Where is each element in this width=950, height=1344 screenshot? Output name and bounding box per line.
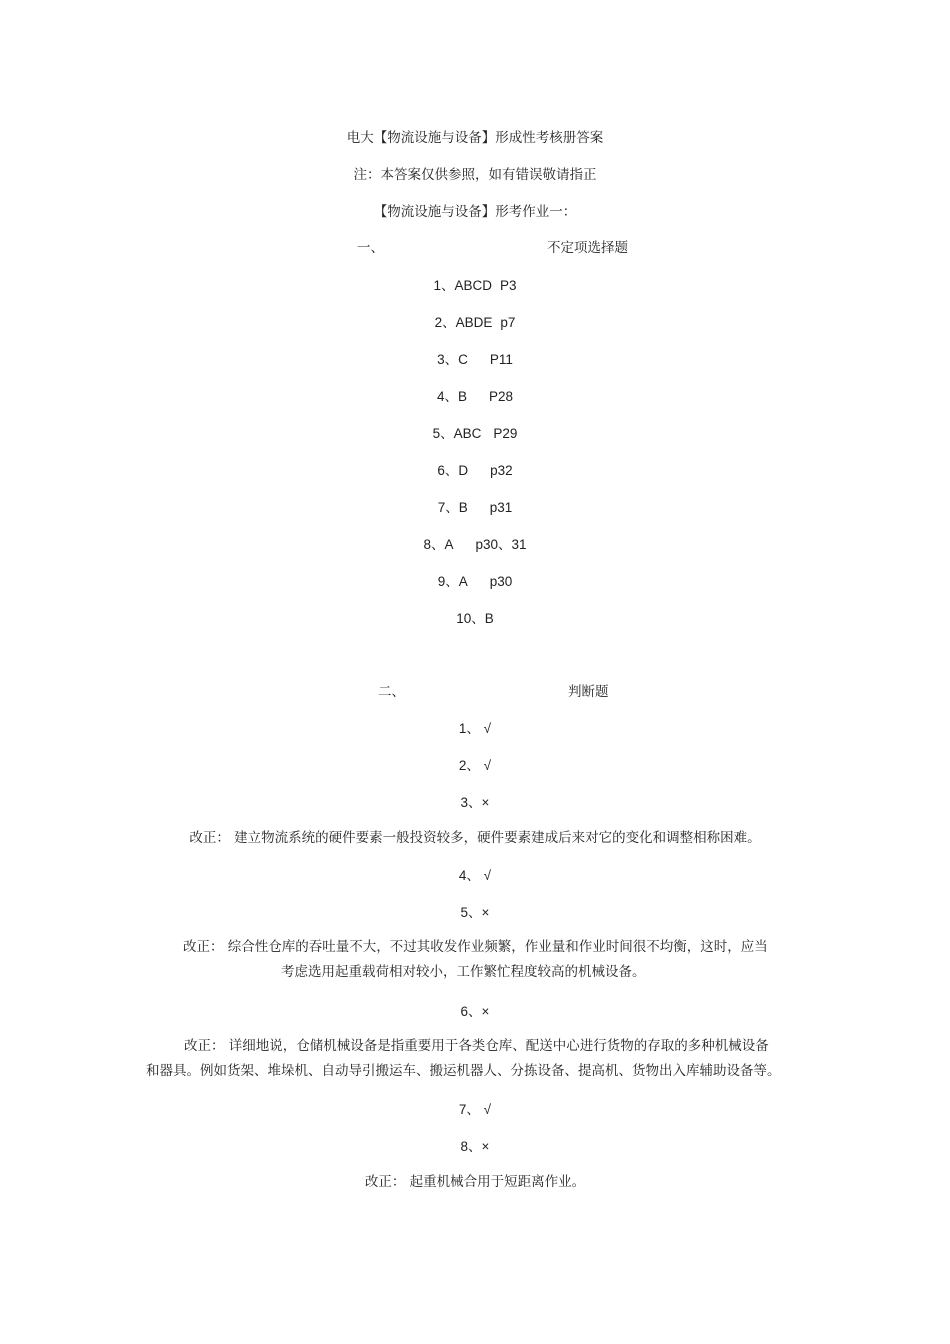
section2-title: 判断题 xyxy=(568,684,609,700)
list-item: 5、× xyxy=(460,905,490,920)
list-item: 3、C P11 xyxy=(437,352,513,367)
section1-number: 一、 xyxy=(357,240,384,256)
correction-text: 改正： 起重机械合用于短距离作业。 xyxy=(364,1174,586,1190)
correction-text: 改正： 建立物流系统的硬件要素一般投资较多，硬件要素建成后来对它的变化和调整相称困难。 xyxy=(189,830,761,846)
list-item: 10、B xyxy=(456,611,494,626)
assignment-title: 【物流设施与设备】形考作业一： xyxy=(373,204,577,220)
list-item: 6、× xyxy=(460,1004,490,1019)
section1-title: 不定项选择题 xyxy=(547,240,628,256)
list-item: 5、ABC P29 xyxy=(432,426,518,441)
list-item: 9、A p30 xyxy=(437,574,513,589)
list-item: 1、ABCD P3 xyxy=(433,278,517,293)
list-item: 4、B P28 xyxy=(436,389,514,404)
list-item: 7、B p31 xyxy=(437,500,513,515)
list-item: 3、× xyxy=(460,795,490,810)
list-item: 8、× xyxy=(460,1139,490,1154)
disclaimer: 注：本答案仅供参照，如有错误敬请指正 xyxy=(353,167,597,183)
correction-text: 改正： 综合性仓库的吞吐量不大，不过其收发作业频繁，作业量和作业时间很不均衡，这时，应当 考虑选用起重载荷相对较小，工作繁忙程度较高的机械设备。 xyxy=(183,939,768,980)
section2-number: 二、 xyxy=(378,684,405,700)
list-item: 4、 √ xyxy=(458,868,492,883)
list-item: 2、 √ xyxy=(458,758,492,773)
list-item: 8、A p30、31 xyxy=(423,537,527,552)
document-title: 电大【物流设施与设备】形成性考核册答案 xyxy=(346,130,604,146)
list-item: 6、D p32 xyxy=(437,463,513,478)
list-item: 1、 √ xyxy=(458,721,492,736)
list-item: 7、 √ xyxy=(458,1102,492,1117)
list-item: 2、ABDE p7 xyxy=(434,315,516,330)
correction-text: 改正： 详细地说，仓储机械设备是指重要用于各类仓库、配送中心进行货物的存取的多种机械设备 和器具。例如货架、堆垛机、自动导引搬运车、搬运机器人、分拣设备、提高机、货物出入库辅助设备等。 xyxy=(146,1038,781,1079)
